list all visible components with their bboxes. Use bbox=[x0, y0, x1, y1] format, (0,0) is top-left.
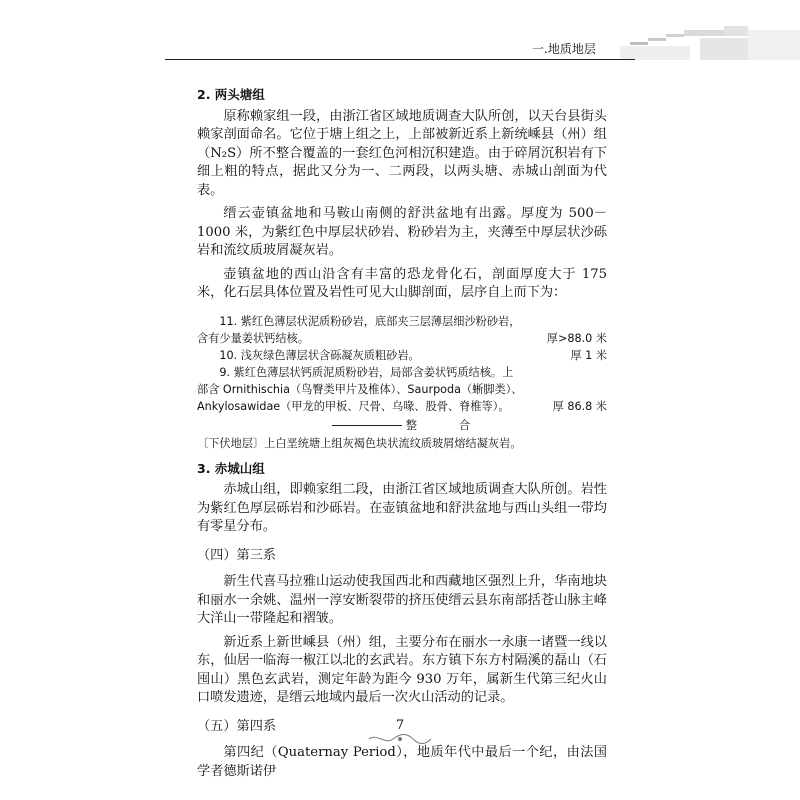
section-title-chichengshan: 3. 赤城山组 bbox=[197, 460, 265, 476]
profile-line: 11. 紫红色薄层状泥质粉砂岩，底部夹三层薄层细沙粉砂岩， bbox=[219, 314, 521, 328]
section-title-quaternary: （五）第四系 bbox=[197, 718, 277, 734]
profile-line: 9. 紫红色薄层状钙质泥质粉砂岩，局部含姜状钙质结核。上 bbox=[219, 365, 514, 379]
layer-thickness: 厚 1 米 bbox=[570, 348, 607, 362]
conformity-line: 整 合 bbox=[197, 417, 607, 434]
profile-line: 10. 浅灰绿色薄层状含砾凝灰质粗砂岩。 厚 1 米 bbox=[219, 348, 607, 362]
paragraph: 缙云壶镇盆地和马鞍山南侧的舒洪盆地有出露。厚度为 500－1000 米，为紫红色中厚层状砂岩、粉砂岩为主，夹薄至中厚层状沙砾岩和流纹质玻屑凝灰岩。 bbox=[197, 206, 607, 258]
paragraph: 新近系上新世嵊县（州）组，主要分布在丽水一永康一诸暨一线以东，仙居一临海一椒江以北的玄武岩。东方镇下东方村隔溪的磊山（石囤山）黑色玄武岩，测定年龄为距今 930 万年，属新生代第三纪火山口喷发遗迹，是缙云地域内最后一次火山活动的记录。 bbox=[197, 634, 607, 705]
header-decoration bbox=[560, 22, 800, 62]
profile-line: 含有少量姜状钙结核。 厚>88.0 米 bbox=[197, 331, 607, 345]
paragraph: 原称赖家组一段，由浙江省区域地质调查大队所创，以天台县街头赖家剖面命名。它位于塘上组之上，上部被新近系上新统嵊县（州）组（N₂S）所不整合覆盖的一套红色河相沉积建造。由于碎屑沉积岩有下细上粗的特点，据此又分为一、二两段，以两头塘、赤城山剖面为代表。 bbox=[197, 108, 607, 198]
profile-line: 部含 Ornithischia（鸟臀类甲片及椎体）、Saurpoda（蜥脚类）、 bbox=[197, 382, 523, 396]
paragraph: 壶镇盆地的西山沿含有丰富的恐龙骨化石，剖面厚度大于 175 米，化石层具体位置及岩性可见大山脚剖面，层序自上而下为： bbox=[197, 266, 607, 300]
footer-ornament bbox=[367, 732, 433, 746]
layer-thickness: 厚>88.0 米 bbox=[546, 331, 607, 345]
paragraph: 第四纪（Quaternay Period），地质年代中最后一个纪，由法国学者德斯诺伊 bbox=[197, 745, 607, 779]
profile-line: 〔下伏地层〕上白垩统塘上组灰褐色块状流纹质玻屑熔结凝灰岩。 bbox=[197, 436, 522, 450]
page-content bbox=[197, 78, 607, 786]
running-header: 一.地质地层 bbox=[532, 42, 596, 56]
page-number: 7 bbox=[395, 718, 405, 733]
section-title-liangtoutang: 2. 两头塘组 bbox=[197, 87, 265, 102]
layer-thickness: 厚 86.8 米 bbox=[552, 399, 607, 413]
conformity-rule bbox=[332, 425, 402, 426]
stratigraphic-profile bbox=[197, 313, 607, 452]
paragraph: 赤城山组，即赖家组二段，由浙江省区域地质调查大队所创。岩性为紫红色厚层砾岩和沙砾岩。在壶镇盆地和舒洪盆地与西山头组一带均有零星分布。 bbox=[197, 482, 607, 534]
header-rule bbox=[165, 59, 635, 60]
section-title-tertiary: （四）第三系 bbox=[197, 547, 277, 563]
profile-line: Ankylosawidae（甲龙的甲板、尺骨、乌喙、股骨、脊椎等）。 厚 86.8 米 bbox=[197, 399, 607, 413]
paragraph: 新生代喜马拉雅山运动使我国西北和西藏地区强烈上升，华南地块和丽水一余姚、温州一淳安断裂带的挤压使缙云县东南部括苍山脉主峰大洋山一带隆起和褶皱。 bbox=[197, 574, 607, 626]
